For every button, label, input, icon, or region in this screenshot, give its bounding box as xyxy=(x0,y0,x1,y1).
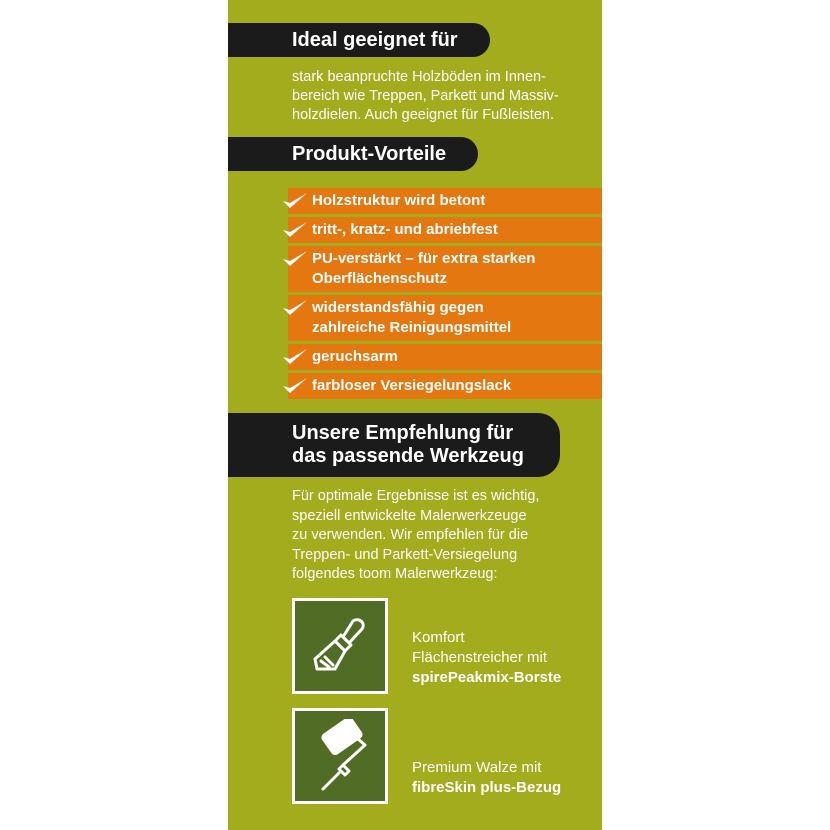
ideal-description xyxy=(292,68,592,125)
checkmark-icon xyxy=(282,249,308,269)
heading-ideal xyxy=(228,23,490,57)
benefit-text: tritt-, kratz- und abriebfest xyxy=(312,221,498,238)
benefit-item xyxy=(288,373,602,399)
tool-line: Premium Walze mit xyxy=(412,759,542,776)
benefit-text: Holzstruktur wird betont xyxy=(312,192,486,209)
heading-benefits-text: Produkt-Vorteile xyxy=(292,143,447,165)
tool-box-roller xyxy=(292,708,388,804)
paintbrush-icon xyxy=(303,609,377,683)
recommendation-line: folgendes toom Malerwerkzeug: xyxy=(292,566,498,582)
checkmark-icon xyxy=(282,376,308,396)
heading-benefits xyxy=(228,137,478,171)
checkmark-icon xyxy=(282,220,308,240)
heading-recommendation-line: das passende Werkzeug xyxy=(292,445,524,467)
tool-line: Komfort xyxy=(412,629,465,646)
benefit-text: PU-verstärkt – für extra starken xyxy=(312,250,536,267)
tool-box-brush xyxy=(292,598,388,694)
tool-roller-description xyxy=(412,758,602,798)
recommendation-line: zu verwenden. Wir empfehlen für die xyxy=(292,527,529,543)
checkmark-icon xyxy=(282,347,308,367)
benefit-text: widerstandsfähig gegen xyxy=(312,299,484,316)
recommendation-line: speziell entwickelte Malerwerkzeuge xyxy=(292,507,527,524)
heading-recommendation-line: Unsere Empfehlung für xyxy=(292,422,514,444)
benefit-text: zahlreiche Reinigungsmittel xyxy=(312,319,512,336)
heading-ideal-text: Ideal geeignet für xyxy=(292,29,458,51)
benefit-item xyxy=(288,246,602,292)
benefit-item xyxy=(288,217,602,243)
benefit-item xyxy=(288,295,602,341)
product-info-panel xyxy=(228,0,602,830)
recommendation-description xyxy=(292,487,592,585)
benefit-item xyxy=(288,344,602,370)
recommendation-line: Treppen- und Parkett-Versiegelung xyxy=(292,546,518,563)
tool-line: Flächenstreicher mit xyxy=(412,649,548,666)
checkmark-icon xyxy=(282,298,308,318)
ideal-line: stark beanpruchte Holzböden im Innen- xyxy=(292,69,546,85)
tool-bold-line: fibreSkin plus-Bezug xyxy=(412,779,562,796)
heading-recommendation xyxy=(228,413,560,477)
benefit-text: Oberflächenschutz xyxy=(312,270,448,287)
benefits-list xyxy=(288,188,602,402)
benefit-text: geruchsarm xyxy=(312,348,398,365)
recommendation-line: Für optimale Ergebnisse ist es wichtig, xyxy=(292,488,540,504)
checkmark-icon xyxy=(282,191,308,211)
tool-bold-line: spirePeakmix-Borste xyxy=(412,669,562,686)
benefit-text: farbloser Versiegelungslack xyxy=(312,377,512,394)
ideal-line: bereich wie Treppen, Parkett und Massiv- xyxy=(292,88,559,104)
paint-roller-icon xyxy=(303,719,377,793)
tool-brush-description xyxy=(412,628,602,688)
benefit-item xyxy=(288,188,602,214)
ideal-line: holzdielen. Auch geeignet für Fußleisten. xyxy=(292,107,554,123)
